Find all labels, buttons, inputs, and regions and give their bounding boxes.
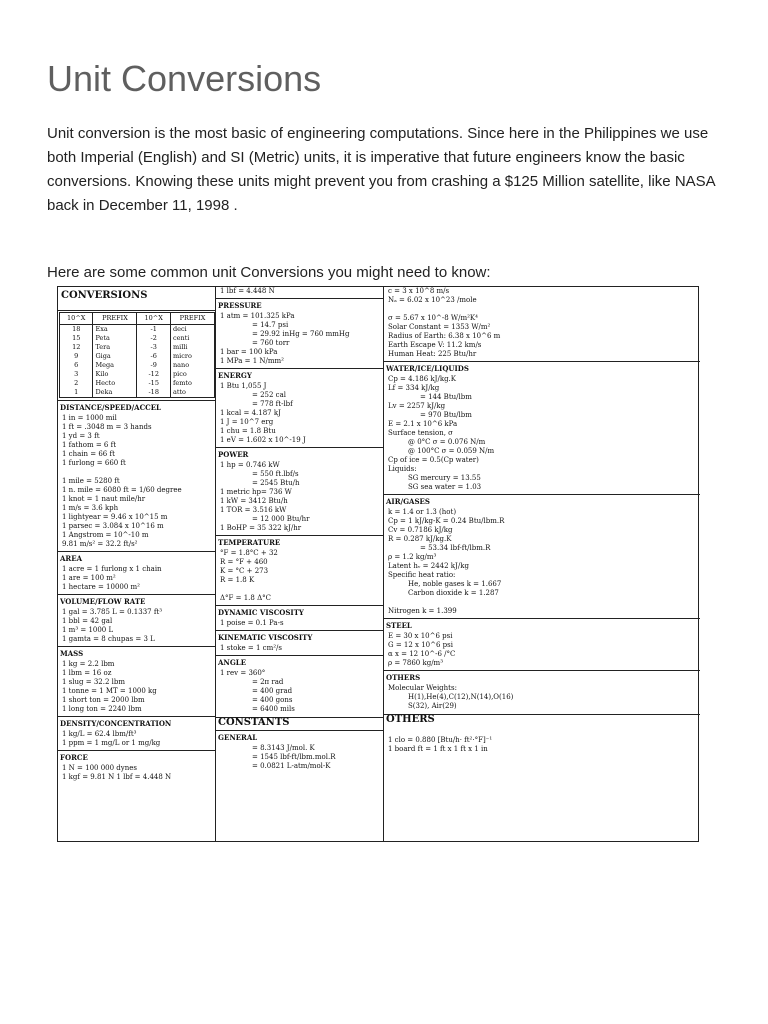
conversion-line: @ 100°C σ = 0.059 N/m (408, 447, 495, 455)
conversion-line: H(1),He(4),C(12),N(14),O(16) (408, 693, 514, 701)
conversion-line: 1 kgf = 9.81 N 1 lbf = 4.448 N (62, 773, 172, 781)
conversion-line: ρ = 1.2 kg/m³ (388, 553, 437, 561)
conversion-section (216, 717, 383, 727)
conversion-section (216, 535, 383, 603)
prefix-cell: -18 (137, 388, 170, 398)
conversion-line: He, noble gases k = 1.667 (408, 580, 502, 588)
conversion-line: 1 tonne = 1 MT = 1000 kg (62, 687, 157, 695)
conversion-line: 1 kg = 2.2 lbm (62, 660, 115, 668)
conversion-line: Earth Escape V: 11.2 km/s (388, 341, 482, 349)
conversion-line: = 2545 Btu/h (252, 479, 300, 487)
conversion-line: 1 lightyear = 9.46 x 10^15 m (62, 513, 168, 521)
conversion-line: Carbon dioxide k = 1.287 (408, 589, 499, 597)
conversion-line: G = 12 x 10^6 psi (388, 641, 453, 649)
conversion-section (216, 287, 383, 296)
conversion-line: 1 N = 100 000 dynes (62, 764, 137, 772)
section-heading: DENSITY/CONCENTRATION (58, 716, 215, 728)
conversion-line: ρ = 7860 kg/m³ (388, 659, 443, 667)
conversion-section (216, 368, 383, 445)
prefix-cell: milli (170, 343, 214, 352)
conversion-line: = 400 grad (252, 687, 293, 695)
conversion-line: Latent hᵥ = 2442 kJ/kg (388, 562, 469, 570)
conversion-line: 1 Angstrom = 10^-10 m (62, 531, 149, 539)
conversion-line: = 778 ft-lbf (252, 400, 293, 408)
conversion-line: 1 gal = 3.785 L = 0.1337 ft³ (62, 608, 163, 616)
conversion-line: 1 eV = 1.602 x 10^-19 J (220, 436, 306, 444)
conversion-line: 1 board ft = 1 ft x 1 ft x 1 in (388, 745, 488, 753)
conversion-sheet-image (57, 286, 699, 842)
prefix-row (60, 370, 215, 379)
conversion-line: 1 poise = 0.1 Pa-s (220, 619, 284, 627)
conversion-line: Radius of Earth: 6.38 x 10^6 m (388, 332, 501, 340)
section-heading: OTHERS (384, 714, 700, 724)
conversion-line: 9.81 m/s² = 32.2 ft/s² (62, 540, 138, 548)
section-heading: AIR/GASES (384, 494, 700, 506)
conversion-line (384, 727, 700, 736)
section-heading: OTHERS (384, 670, 700, 682)
conversion-section (58, 646, 215, 714)
conversion-line (384, 598, 700, 607)
conversion-line: 1 kW = 3412 Btu/h (220, 497, 288, 505)
section-heading: PRESSURE (216, 298, 383, 310)
column-3-sections (384, 287, 700, 754)
prefix-cell: atto (170, 388, 214, 398)
conversion-section (384, 670, 700, 711)
conversion-line: S(32), Air(29) (408, 702, 457, 710)
conversion-line: Nₐ = 6.02 x 10^23 /mole (388, 296, 477, 304)
prefix-cell: -12 (137, 370, 170, 379)
conversion-line: 1 furlong = 660 ft (62, 459, 126, 467)
conversion-section (58, 594, 215, 644)
intro-paragraph: Unit conversion is the most basic of engineering computations. Since here in the Philippines we use both Imperial (English) and SI (Metric) units, it is imperative that future engineers know the basic conversions. Knowing these units might prevent you from crashing a $125 Million satellite, like NASA back in December 11, 1998 . (47, 125, 715, 214)
prefix-cell: femto (170, 379, 214, 388)
conversion-line: 1 lbm = 16 oz (62, 669, 112, 677)
conversion-section (58, 400, 215, 549)
prefix-cell: 9 (60, 352, 93, 361)
conversion-line: 1 BoHP = 35 322 kJ/hr (220, 524, 302, 532)
prefix-cell: Giga (93, 352, 137, 361)
conversion-line: 1 hp = 0.746 kW (220, 461, 280, 469)
conversion-line: Solar Constant = 1353 W/m² (388, 323, 491, 331)
section-heading: MASS (58, 646, 215, 658)
prefix-table (59, 312, 215, 398)
prefix-cell: pico (170, 370, 214, 379)
sheet-column-1 (58, 287, 216, 841)
prefix-cell: -2 (137, 334, 170, 343)
conversion-section (384, 361, 700, 492)
conversion-line: σ = 5.67 x 10^-8 W/m²K⁴ (388, 314, 478, 322)
conversion-line: 1 mile = 5280 ft (62, 477, 120, 485)
prefix-cell: -9 (137, 361, 170, 370)
prefix-header: PREFIX (170, 313, 214, 325)
prefix-cell: Mega (93, 361, 137, 370)
conversions-title: CONVERSIONS (58, 287, 215, 311)
conversion-line: R = °F + 460 (220, 558, 268, 566)
prefix-cell: 6 (60, 361, 93, 370)
conversion-line: = 252 cal (252, 391, 287, 399)
conversion-line: 1 m³ = 1000 L (62, 626, 114, 634)
conversion-line: 1 metric hp= 736 W (220, 488, 292, 496)
column-2-sections (216, 287, 383, 771)
conversion-line: Specific heat ratio: (388, 571, 456, 579)
section-heading: WATER/ICE/LIQUIDS (384, 361, 700, 373)
conversion-line: = 29.92 inHg = 760 mmHg (252, 330, 350, 338)
conversion-line: °F = 1.8°C + 32 (220, 549, 278, 557)
section-heading: TEMPERATURE (216, 535, 383, 547)
prefix-cell: -6 (137, 352, 170, 361)
conversion-line: Cp = 1 kJ/kg-K = 0.24 Btu/lbm.R (388, 517, 505, 525)
conversion-line: 1 slug = 32.2 lbm (62, 678, 125, 686)
prefix-header: PREFIX (93, 313, 137, 325)
conversion-line: 1 hectare = 10000 m² (62, 583, 140, 591)
conversion-line: = 0.0821 L-atm/mol-K (252, 762, 331, 770)
section-heading: STEEL (384, 618, 700, 630)
conversion-line: @ 0°C σ = 0.076 N/m (408, 438, 486, 446)
lead-sentence: Here are some common unit Conversions you might need to know: (47, 264, 491, 281)
conversion-section (384, 287, 700, 359)
conversion-line: 1 are = 100 m² (62, 574, 116, 582)
prefix-row (60, 379, 215, 388)
prefix-cell: 2 (60, 379, 93, 388)
conversion-line (216, 585, 383, 594)
conversion-line: Cv = 0.7186 kJ/kg (388, 526, 453, 534)
conversion-line: Lf = 334 kJ/kg (388, 384, 440, 392)
conversion-line: = 760 torr (252, 339, 290, 347)
conversion-line: E = 2.1 x 10^6 kPa (388, 420, 458, 428)
section-heading: KINEMATIC VISCOSITY (216, 630, 383, 642)
conversion-line: R = 1.8 K (220, 576, 255, 584)
prefix-cell: 12 (60, 343, 93, 352)
conversion-section (216, 655, 383, 714)
conversion-line (384, 305, 700, 314)
conversion-section (384, 618, 700, 668)
section-heading: ANGLE (216, 655, 383, 667)
conversion-line: Δ°F = 1.8 Δ°C (220, 594, 271, 602)
conversion-line: Surface tension, σ (388, 429, 453, 437)
conversion-line: 1 yd = 3 ft (62, 432, 100, 440)
section-heading: CONSTANTS (216, 717, 383, 727)
conversion-section (216, 630, 383, 653)
conversion-line: = 6400 mils (252, 705, 295, 713)
conversion-line: = 550 ft.lbf/s (252, 470, 299, 478)
conversion-line: 1 short ton = 2000 lbm (62, 696, 145, 704)
sheet-column-2 (216, 287, 384, 841)
conversion-line: 1 kg/L = 62.4 lbm/ft³ (62, 730, 137, 738)
conversion-line: 1 TOR = 3.516 kW (220, 506, 287, 514)
prefix-cell: centi (170, 334, 214, 343)
conversion-line: Molecular Weights: (388, 684, 457, 692)
section-heading: POWER (216, 447, 383, 459)
sheet-column-3 (384, 287, 700, 841)
conversion-line: 1 long ton = 2240 lbm (62, 705, 142, 713)
prefix-row (60, 388, 215, 398)
conversion-section (58, 716, 215, 748)
prefix-header: 10^X (60, 313, 93, 325)
prefix-cell: Deka (93, 388, 137, 398)
conversion-line: Human Heat: 225 Btu/hr (388, 350, 477, 358)
prefix-cell: Kilo (93, 370, 137, 379)
conversion-line: = 2π rad (252, 678, 284, 686)
prefix-header: 10^X (137, 313, 170, 325)
conversion-line: 1 fathom = 6 ft (62, 441, 117, 449)
prefix-cell: nano (170, 361, 214, 370)
prefix-cell: 1 (60, 388, 93, 398)
conversion-line: = 14.7 psi (252, 321, 289, 329)
conversion-line: Cp = 4.186 kJ/kg.K (388, 375, 457, 383)
prefix-row (60, 361, 215, 370)
conversion-section (216, 298, 383, 366)
prefix-cell: 18 (60, 325, 93, 335)
conversion-line: Nitrogen k = 1.399 (388, 607, 457, 615)
conversion-line: K = °C + 273 (220, 567, 269, 575)
prefix-cell: 15 (60, 334, 93, 343)
section-heading: AREA (58, 551, 215, 563)
prefix-cell: micro (170, 352, 214, 361)
conversion-line: SG mercury = 13.55 (408, 474, 481, 482)
section-heading: VOLUME/FLOW RATE (58, 594, 215, 606)
conversion-line: = 1545 lbf-ft/lbm.mol.R (252, 753, 336, 761)
conversion-line: c = 3 x 10^8 m/s (388, 287, 450, 295)
conversion-line: 1 J = 10^7 erg (220, 418, 274, 426)
conversion-line: 1 MPa = 1 N/mm² (220, 357, 284, 365)
conversion-section (384, 494, 700, 616)
conversion-line: 1 rev = 360° (220, 669, 266, 677)
conversion-line: 1 knot = 1 naut mile/hr (62, 495, 146, 503)
conversion-line: k = 1.4 or 1.3 (hot) (388, 508, 457, 516)
conversion-section (216, 447, 383, 533)
conversion-line: = 970 Btu/lbm (420, 411, 472, 419)
conversion-line: 1 m/s = 3.6 kph (62, 504, 119, 512)
prefix-cell: Tera (93, 343, 137, 352)
column-1-sections (58, 400, 215, 782)
section-heading: FORCE (58, 750, 215, 762)
prefix-row (60, 325, 215, 335)
conversion-line: SG sea water = 1.03 (408, 483, 482, 491)
conversion-line: Liquids: (388, 465, 417, 473)
conversion-line: 1 bbl = 42 gal (62, 617, 113, 625)
conversion-section (216, 730, 383, 771)
conversion-line: 1 chain = 66 ft (62, 450, 115, 458)
conversion-line: 1 gamta = 8 chupas = 3 L (62, 635, 155, 643)
conversion-line: 1 bar = 100 kPa (220, 348, 278, 356)
prefix-cell: deci (170, 325, 214, 335)
prefix-row (60, 352, 215, 361)
conversion-section (58, 551, 215, 592)
conversion-line: R = 0.287 kJ/kg.K (388, 535, 452, 543)
prefix-row (60, 334, 215, 343)
prefix-cell: 3 (60, 370, 93, 379)
conversion-line: 1 in = 1000 mil (62, 414, 117, 422)
conversion-line: 1 stoke = 1 cm²/s (220, 644, 282, 652)
prefix-cell: Hecto (93, 379, 137, 388)
section-heading: DYNAMIC VISCOSITY (216, 605, 383, 617)
conversion-section (58, 750, 215, 782)
section-heading: DISTANCE/SPEED/ACCEL (58, 400, 215, 412)
conversion-line: = 53.34 lbf-ft/lbm.R (420, 544, 491, 552)
section-heading: ENERGY (216, 368, 383, 380)
conversion-line (58, 468, 215, 477)
conversion-line: = 12 000 Btu/hr (252, 515, 310, 523)
conversion-line: = 400 gons (252, 696, 293, 704)
conversion-line: 1 ppm = 1 mg/L or 1 mg/kg (62, 739, 161, 747)
conversion-line: 1 acre = 1 furlong x 1 chain (62, 565, 162, 573)
conversion-line: = 144 Btu/lbm (420, 393, 472, 401)
prefix-cell: -3 (137, 343, 170, 352)
prefix-cell: -1 (137, 325, 170, 335)
conversion-section (216, 605, 383, 628)
section-heading: GENERAL (216, 730, 383, 742)
conversion-line: 1 n. mile = 6080 ft = 1/60 degree (62, 486, 182, 494)
prefix-cell: -15 (137, 379, 170, 388)
conversion-line: 1 atm = 101.325 kPa (220, 312, 295, 320)
page-title: Unit Conversions (47, 58, 322, 99)
conversion-line: 1 parsec = 3.084 x 10^16 m (62, 522, 164, 530)
conversion-line: Cp of ice = 0.5(Cp water) (388, 456, 479, 464)
conversion-section (384, 714, 700, 754)
conversion-line: 1 ft = .3048 m = 3 hands (62, 423, 152, 431)
conversion-line: 1 lbf = 4.448 N (220, 287, 275, 295)
prefix-cell: Peta (93, 334, 137, 343)
conversion-line: E = 30 x 10^6 psi (388, 632, 453, 640)
conversion-line: 1 clo = 0.880 [Btu/h· ft²·°F]⁻¹ (388, 736, 493, 744)
conversion-line: 1 Btu 1,055 J (220, 382, 267, 390)
prefix-row (60, 343, 215, 352)
conversion-line: Lv = 2257 kJ/kg (388, 402, 446, 410)
conversion-line: 1 kcal = 4.187 kJ (220, 409, 281, 417)
conversion-line: = 8.3143 J/mol. K (252, 744, 315, 752)
prefix-cell: Exa (93, 325, 137, 335)
conversion-line: 1 chu = 1.8 Btu (220, 427, 276, 435)
conversion-line: α x = 12 10^-6 /°C (388, 650, 456, 658)
